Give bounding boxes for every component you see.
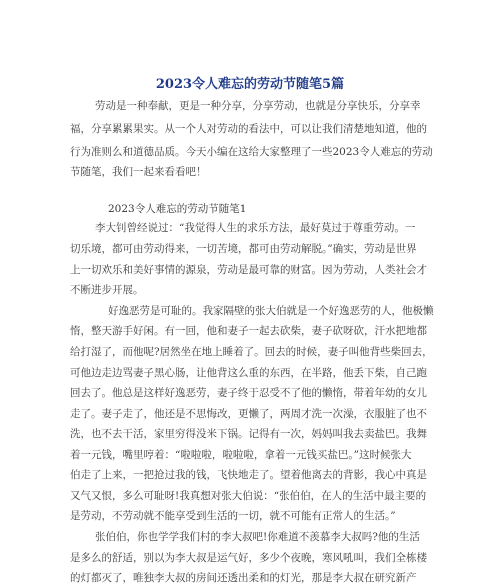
body-line: 可他边走边骂妻子黑心肠，让他背这么重的东西，在半路，他丢下柴，自己跑 (70, 367, 427, 379)
intro-line: 行为准则么和道德品质。今天小编在这给大家整理了一些2023令人难忘的劳动 (70, 146, 433, 158)
body-line: 给打湿了，而他呢?居然坐在地上睡着了。回去的时候，妻子叫他背些柴回去， (70, 346, 433, 358)
intro-line: 劳动是一种奉献，更是一种分享，分享劳动，也就是分享快乐，分享幸 (95, 100, 421, 112)
body-line: 又气又恨，多么可耻呀!我真想对张大伯说：“张伯伯，在人的生活中最主要的 (70, 490, 427, 502)
body-line: 着一元钱，嘴里哼着：“啦啦啦，啦啦啦，拿着一元钱买盐巴。”这时候张大 (70, 449, 412, 461)
section-heading: 2023令人难忘的劳动节随笔1 (108, 203, 247, 215)
intro-line: 节随笔，我们一起来看看吧！ (70, 166, 207, 178)
document-title: 2023令人难忘的劳动节随笔5篇 (155, 77, 345, 92)
body-line: 切乐境，都可由劳动得来，一切苦境，都可由劳动解脱。”确实，劳动是世界 (70, 243, 417, 255)
body-line: 回去了。他总是这样好逸恶劳，妻子终于忍受不了他的懒惰，带着年幼的女儿 (70, 387, 427, 399)
intro-line: 福，分享累累果实。从一个人对劳动的看法中，可以让我们清楚地知道，他的 (70, 123, 427, 135)
body-line: 上一切欢乐和美好事情的源泉，劳动是最可靠的财富。因为劳动，人类社会才 (70, 264, 427, 276)
body-line: 好逸恶劳是可耻的。我家隔壁的张大伯就是一个好逸恶劳的人，他极懒 (108, 305, 434, 317)
body-line: 的灯都灭了，唯独李大叔的房间还透出柔和的灯光，那是李大叔在研究新产 (70, 572, 417, 584)
body-line: 李大钊曾经说过：“我觉得人生的求乐方法，最好莫过于尊重劳动。一 (95, 222, 416, 234)
body-line: 张伯伯，你也学学我们村的李大叔吧!你难道不羡慕李大叔吗?他的生活 (95, 531, 420, 543)
body-line: 伯走了上来，一把抢过我的钱，飞快地走了。望着他离去的背影，我心中真是 (70, 469, 427, 481)
body-line: 惰，整天游手好闲。有一回，他和妻子一起去砍柴，妻子砍呀砍，汗水把地都 (70, 325, 427, 337)
body-line: 是多么的舒适，别以为李大叔是运气好，多少个夜晚，寒风吼叫，我们全栋楼 (70, 552, 427, 564)
body-line: 走了。妻子走了，他还是不思悔改，更懒了，两周才洗一次澡，衣服脏了也不 (70, 408, 427, 420)
body-line: 是劳动，不劳动就不能享受到生活的一切，就不可能有正常人的生活。” (70, 510, 396, 522)
body-line: 洗，也不去干活，家里穷得没米下锅。记得有一次，妈妈叫我去卖盐巴。我舞 (70, 428, 427, 440)
body-line: 不断进步开展。 (70, 284, 144, 296)
